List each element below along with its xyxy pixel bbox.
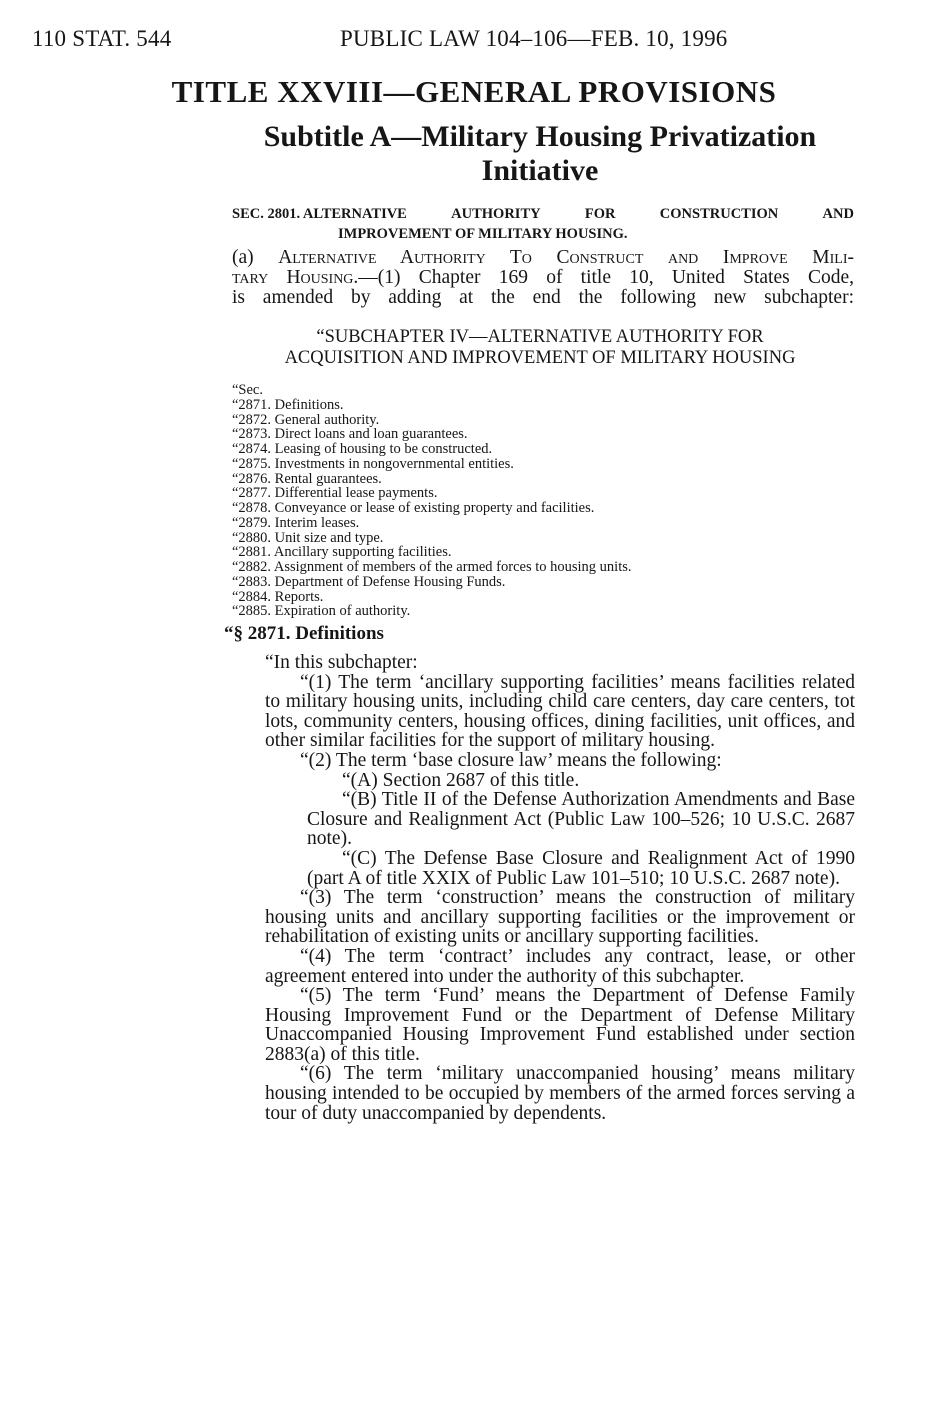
definition-paragraph: “(1) The term ‘ancillary supporting facilities’ means facilities related to military housing units, including child care centers, day care centers, tot lots, community centers, housing offices, dining facilities, unit offices, and other similar facilities for the support of military housing.	[265, 671, 855, 752]
toc-entry: “2883. Department of Defense Housing Funds.	[232, 573, 506, 590]
toc-entry: “2871. Definitions.	[232, 396, 344, 413]
definition-subparagraph: “(A) Section 2687 of this title.	[342, 769, 580, 791]
text-line: is amended by adding at the end the following new subchapter:	[232, 287, 854, 308]
definition-paragraph: “(2) The term ‘base closure law’ means the following:	[300, 749, 722, 771]
definitions-intro: “In this subchapter:	[265, 652, 418, 673]
toc-entry: “2885. Expiration of authority.	[232, 603, 411, 620]
section-heading	[232, 204, 854, 244]
toc-entry: “2872. General authority.	[232, 411, 380, 428]
definition-paragraph: “(4) The term ‘contract’ includes any contract, lease, or other agreement entered into under the authority of this subchapter.	[265, 945, 855, 987]
table-of-contents	[232, 383, 832, 619]
heading-word: AND	[822, 206, 854, 222]
heading-word: SEC. 2801. ALTERNATIVE	[232, 206, 407, 222]
toc-entry: “2877. Differential lease payments.	[232, 485, 438, 502]
definition-subparagraph: “(B) Title II of the Defense Authorization Amendments and Base Closure and Realignment Act (Public Law 100–526; 10 U.S.C. 2687 note).	[307, 789, 855, 850]
text-line	[232, 248, 854, 268]
section-2871-heading: “§ 2871. Definitions	[224, 623, 384, 644]
toc-entry: “2874. Leasing of housing to be constructed.	[232, 441, 493, 457]
toc-entry: “2878. Conveyance or lease of existing property and facilities.	[232, 500, 595, 516]
title-heading: TITLE XXVIII—GENERAL PROVISIONS	[171, 74, 777, 109]
subchapter-heading	[220, 327, 860, 369]
subsection-a	[232, 248, 854, 308]
subsection-caption: tary Housing.	[232, 267, 359, 288]
section-heading-line: IMPROVEMENT OF MILITARY HOUSING.	[338, 226, 628, 242]
toc-entry: “2881. Ancillary supporting facilities.	[232, 544, 452, 561]
heading-word: CONSTRUCTION	[659, 206, 779, 222]
toc-entry: “2875. Investments in nongovernmental entities.	[232, 455, 514, 472]
toc-entry: “2873. Direct loans and loan guarantees.	[232, 426, 468, 443]
subchapter-line: ACQUISITION AND IMPROVEMENT OF MILITARY HOUSING	[284, 348, 796, 368]
subtitle-line: Subtitle A—Military Housing Privatization	[263, 120, 817, 153]
section-heading-line	[232, 204, 854, 224]
subsection-text: —(1) Chapter 169 of title 10, United States Code,	[358, 267, 854, 288]
subchapter-line: “SUBCHAPTER IV—ALTERNATIVE AUTHORITY FOR	[316, 327, 764, 347]
heading-word: FOR	[584, 206, 616, 222]
definition-paragraph: “(5) The term ‘Fund’ means the Department of Defense Family Housing Improvement Fund or the Department of Defense Military Unaccompanied Housing Improvement Fund established under section 2883(a) of this title.	[265, 985, 855, 1065]
subsection-lead: (a)	[232, 247, 279, 268]
toc-header: “Sec.	[232, 382, 263, 398]
definitions-body	[265, 653, 855, 1123]
definition-paragraph: “(6) The term ‘military unaccompanied housing’ means military housing intended to be occupied by members of the armed forces serving a tour of duty unaccompanied by dependents.	[265, 1063, 855, 1124]
toc-entry: “2880. Unit size and type.	[232, 529, 384, 546]
toc-entry: “2876. Rental guarantees.	[232, 470, 382, 487]
subsection-caption: Alternative Authority To Construct and Improve Mili-	[278, 247, 854, 268]
toc-entry: “2882. Assignment of members of the armed forces to housing units.	[232, 559, 632, 575]
public-law-ref: PUBLIC LAW 104–106—FEB. 10, 1996	[340, 26, 728, 51]
toc-entry: “2879. Interim leases.	[232, 514, 360, 531]
definition-subparagraph: “(C) The Defense Base Closure and Realignment Act of 1990 (part A of title XXIX of Public Law 101–510; 10 U.S.C. 2687 note).	[307, 847, 855, 889]
subtitle-line: Initiative	[481, 154, 599, 187]
heading-word: AUTHORITY	[451, 206, 541, 222]
statute-page-ref: 110 STAT. 544	[32, 26, 172, 51]
toc-entry: “2884. Reports.	[232, 588, 324, 605]
subtitle-heading	[190, 120, 890, 188]
text-line	[232, 268, 854, 288]
definition-paragraph: “(3) The term ‘construction’ means the construction of military housing units and ancillary supporting facilities or the improvement or rehabilitation of existing units or ancillary supporting facilities.	[265, 887, 855, 948]
